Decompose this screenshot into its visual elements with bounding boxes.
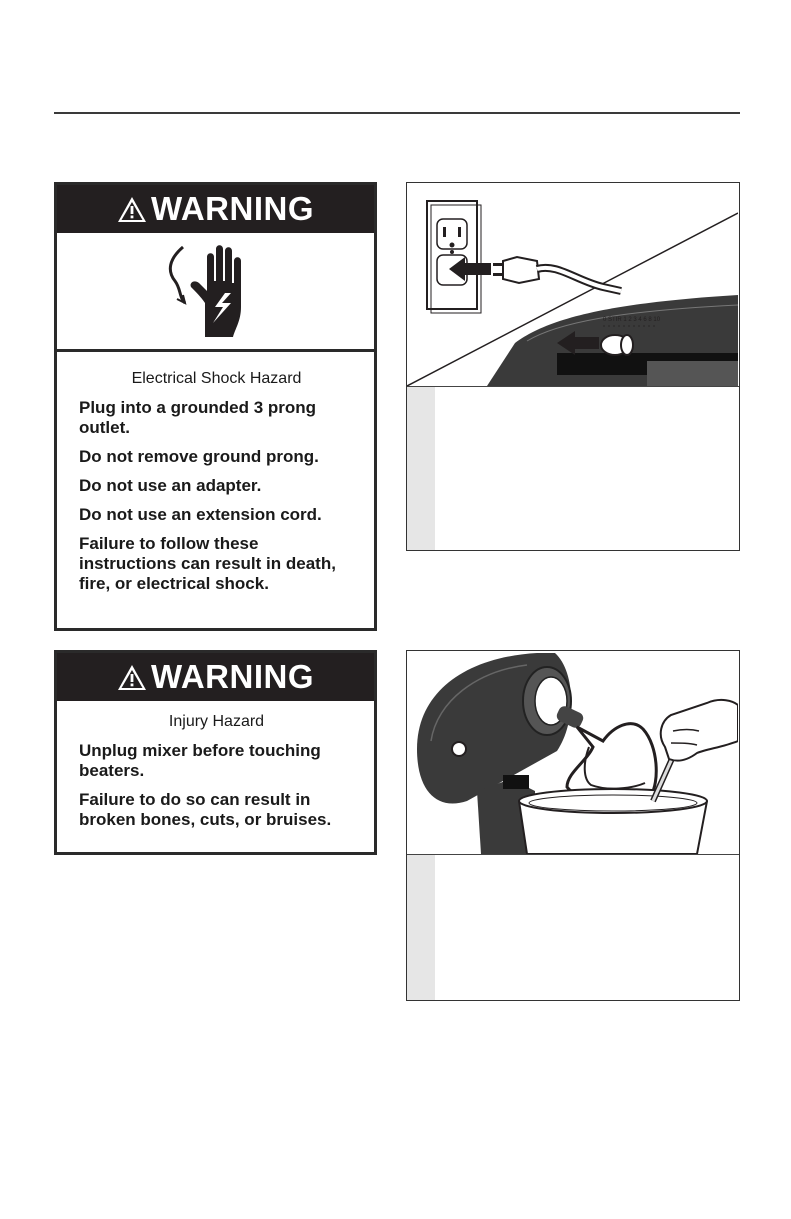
electrical-shock-hand-icon	[161, 241, 271, 341]
warning-triangle-icon	[117, 196, 147, 223]
warning-injury	[54, 650, 377, 855]
warning-line: Do not remove ground prong.	[79, 447, 319, 466]
warning-header	[57, 185, 374, 233]
mixer-beater-illustration	[407, 651, 739, 855]
warning-triangle-icon	[117, 664, 147, 691]
step-number-column	[407, 855, 435, 1000]
warning-line: Unplug mixer before touching beaters.	[79, 741, 321, 780]
hazard-title: Injury Hazard	[168, 713, 265, 730]
header-rule	[54, 112, 740, 114]
step-plug-in	[406, 182, 740, 551]
warning-label: WARNING	[151, 658, 314, 695]
warning-header	[57, 653, 374, 701]
warning-line: Plug into a grounded 3 prong outlet.	[79, 398, 317, 437]
warning-line: Failure to do so can result in broken bones, cuts, or bruises.	[79, 790, 332, 829]
hazard-title: Electrical Shock Hazard	[131, 370, 302, 387]
step-text-area	[407, 855, 739, 1000]
speed-scale-label: 0 STIR 1 2 3 4 6 8 10	[603, 317, 661, 323]
step-number-column	[407, 387, 435, 550]
warning-electrical-shock	[54, 182, 377, 631]
step-beater	[406, 650, 740, 1001]
plug-in-illustration	[407, 183, 739, 387]
warning-line: Do not use an adapter.	[79, 476, 262, 495]
warning-line: Do not use an extension cord.	[79, 505, 322, 524]
shock-pictogram	[57, 233, 374, 352]
warning-line: Failure to follow these instructions can result in death, fire, or electrical shock.	[79, 534, 336, 593]
step-text-area	[407, 387, 739, 550]
warning-label: WARNING	[151, 190, 314, 227]
